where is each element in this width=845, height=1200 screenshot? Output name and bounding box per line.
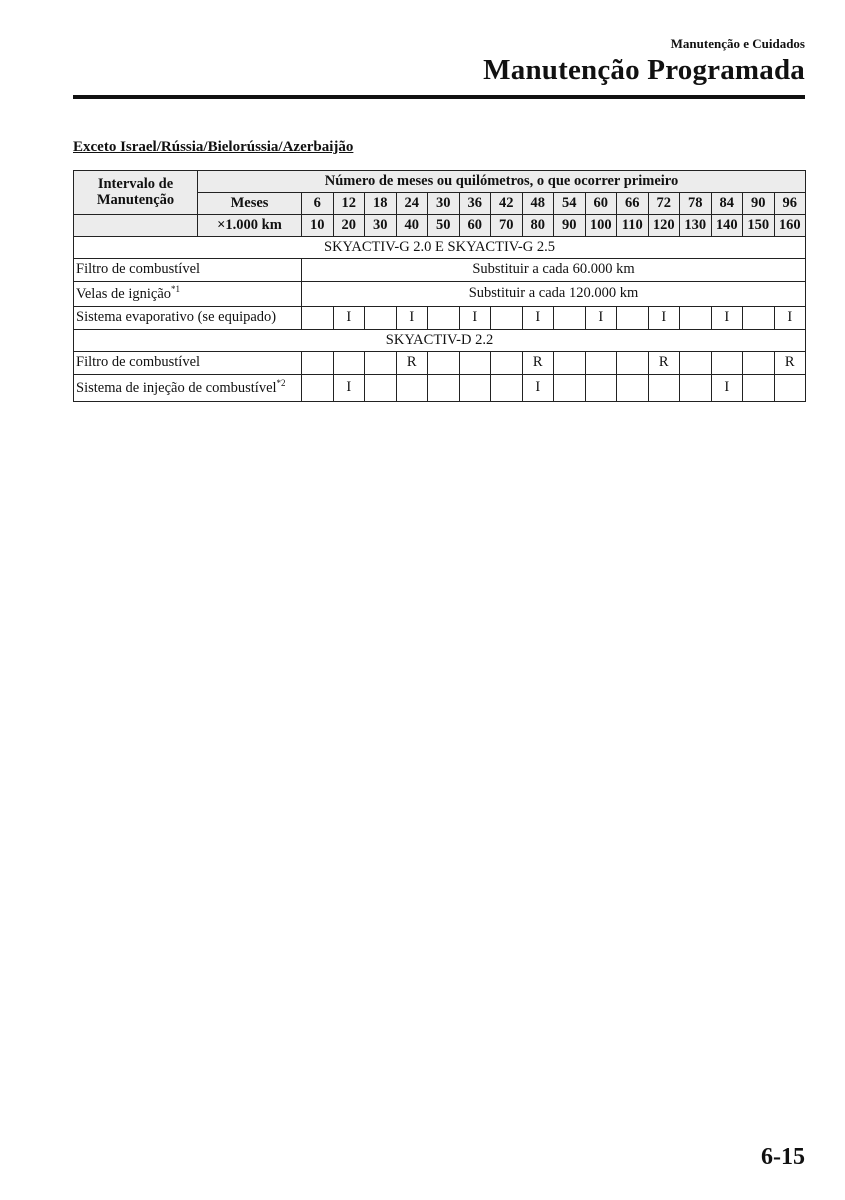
group-name-diesel: SKYACTIV-D 2.2	[74, 330, 806, 352]
km-cell: 70	[491, 215, 523, 237]
months-label: Meses	[198, 193, 302, 215]
month-cell: 66	[617, 193, 649, 215]
km-cell: 10	[302, 215, 334, 237]
group-name-gasoline: SKYACTIV-G 2.0 E SKYACTIV-G 2.5	[74, 237, 806, 259]
evap-cell: I	[648, 307, 680, 330]
km-cell: 30	[365, 215, 397, 237]
km-cell: 100	[585, 215, 617, 237]
injection-cell	[428, 375, 460, 402]
interval-label-line2: Manutenção	[96, 191, 175, 208]
row-label-fuel-filter-diesel: Filtro de combustível	[74, 352, 302, 375]
km-cell: 160	[774, 215, 806, 237]
evap-cell	[365, 307, 397, 330]
injection-cell	[302, 375, 334, 402]
month-cell: 30	[428, 193, 460, 215]
month-cell: 96	[774, 193, 806, 215]
fuel-filter-diesel-cell	[554, 352, 586, 375]
row-label-spark-plugs	[74, 282, 302, 307]
month-cell: 36	[459, 193, 491, 215]
evap-cell	[428, 307, 460, 330]
km-label: ×1.000 km	[198, 215, 302, 237]
evap-cell	[617, 307, 649, 330]
maintenance-table	[73, 170, 806, 402]
fuel-filter-diesel-cell	[302, 352, 334, 375]
km-cell: 140	[711, 215, 743, 237]
injection-cell	[774, 375, 806, 402]
fuel-filter-diesel-cell: R	[774, 352, 806, 375]
km-cell: 110	[617, 215, 649, 237]
month-cell: 60	[585, 193, 617, 215]
km-cell: 40	[396, 215, 428, 237]
fuel-filter-diesel-cell	[459, 352, 491, 375]
injection-cell: I	[522, 375, 554, 402]
injection-cell	[617, 375, 649, 402]
km-cell: 50	[428, 215, 460, 237]
span-header: Número de meses ou quilómetros, o que ocorrer primeiro	[198, 171, 806, 193]
page-number: 6-15	[761, 1144, 805, 1170]
evap-cell	[554, 307, 586, 330]
injection-cell	[585, 375, 617, 402]
km-cell: 130	[680, 215, 712, 237]
injection-cell	[396, 375, 428, 402]
fuel-filter-diesel-cell: R	[648, 352, 680, 375]
evap-cell: I	[711, 307, 743, 330]
fuel-filter-diesel-cell: R	[522, 352, 554, 375]
section-label: Manutenção e Cuidados	[670, 36, 805, 51]
fuel-filter-diesel-cell	[365, 352, 397, 375]
month-cell: 72	[648, 193, 680, 215]
interval-label-line1: Intervalo de	[97, 175, 174, 192]
title-rule	[73, 95, 805, 99]
row-label-injection	[74, 375, 302, 402]
fuel-filter-diesel-cell	[680, 352, 712, 375]
fuel-filter-diesel-cell	[617, 352, 649, 375]
fuel-filter-diesel-cell	[711, 352, 743, 375]
month-cell: 24	[396, 193, 428, 215]
footnote-marker-2: *2	[276, 378, 286, 389]
evap-cell: I	[585, 307, 617, 330]
month-cell: 12	[333, 193, 365, 215]
injection-cell: I	[711, 375, 743, 402]
interval-header	[74, 171, 198, 215]
injection-label: Sistema de injeção de combustível	[76, 379, 277, 396]
month-cell: 48	[522, 193, 554, 215]
fuel-filter-diesel-cell	[428, 352, 460, 375]
km-cell: 90	[554, 215, 586, 237]
fuel-filter-diesel-cell: R	[396, 352, 428, 375]
month-cell: 18	[365, 193, 397, 215]
month-cell: 84	[711, 193, 743, 215]
km-cell: 150	[743, 215, 775, 237]
injection-cell	[680, 375, 712, 402]
injection-cell	[648, 375, 680, 402]
evap-cell: I	[774, 307, 806, 330]
month-cell: 90	[743, 193, 775, 215]
fuel-filter-diesel-cell	[333, 352, 365, 375]
evap-cell	[302, 307, 334, 330]
month-cell: 54	[554, 193, 586, 215]
evap-cell	[491, 307, 523, 330]
month-cell: 6	[302, 193, 334, 215]
evap-cell: I	[522, 307, 554, 330]
evap-cell	[680, 307, 712, 330]
month-cell: 78	[680, 193, 712, 215]
fuel-filter-diesel-cell	[491, 352, 523, 375]
evap-cell: I	[459, 307, 491, 330]
evap-cell: I	[333, 307, 365, 330]
injection-cell: I	[333, 375, 365, 402]
footnote-marker-1: *1	[171, 284, 181, 295]
page-title: Manutenção Programada	[483, 54, 805, 86]
km-cell: 80	[522, 215, 554, 237]
row-label-evap: Sistema evaporativo (se equipado)	[74, 307, 302, 330]
fuel-filter-gasoline-note: Substituir a cada 60.000 km	[302, 259, 806, 282]
injection-cell	[365, 375, 397, 402]
row-label-fuel-filter-gasoline: Filtro de combustível	[74, 259, 302, 282]
region-heading: Exceto Israel/Rússia/Bielorússia/Azerbaijão	[73, 139, 354, 155]
fuel-filter-diesel-cell	[743, 352, 775, 375]
injection-cell	[554, 375, 586, 402]
fuel-filter-diesel-cell	[585, 352, 617, 375]
spark-plugs-label: Velas de ignição	[76, 285, 172, 302]
km-cell: 20	[333, 215, 365, 237]
km-cell: 60	[459, 215, 491, 237]
km-cell: 120	[648, 215, 680, 237]
km-header-blank	[74, 215, 198, 237]
injection-cell	[743, 375, 775, 402]
evap-cell	[743, 307, 775, 330]
evap-cell: I	[396, 307, 428, 330]
spark-plugs-note: Substituir a cada 120.000 km	[302, 282, 806, 307]
month-cell: 42	[491, 193, 523, 215]
injection-cell	[491, 375, 523, 402]
injection-cell	[459, 375, 491, 402]
